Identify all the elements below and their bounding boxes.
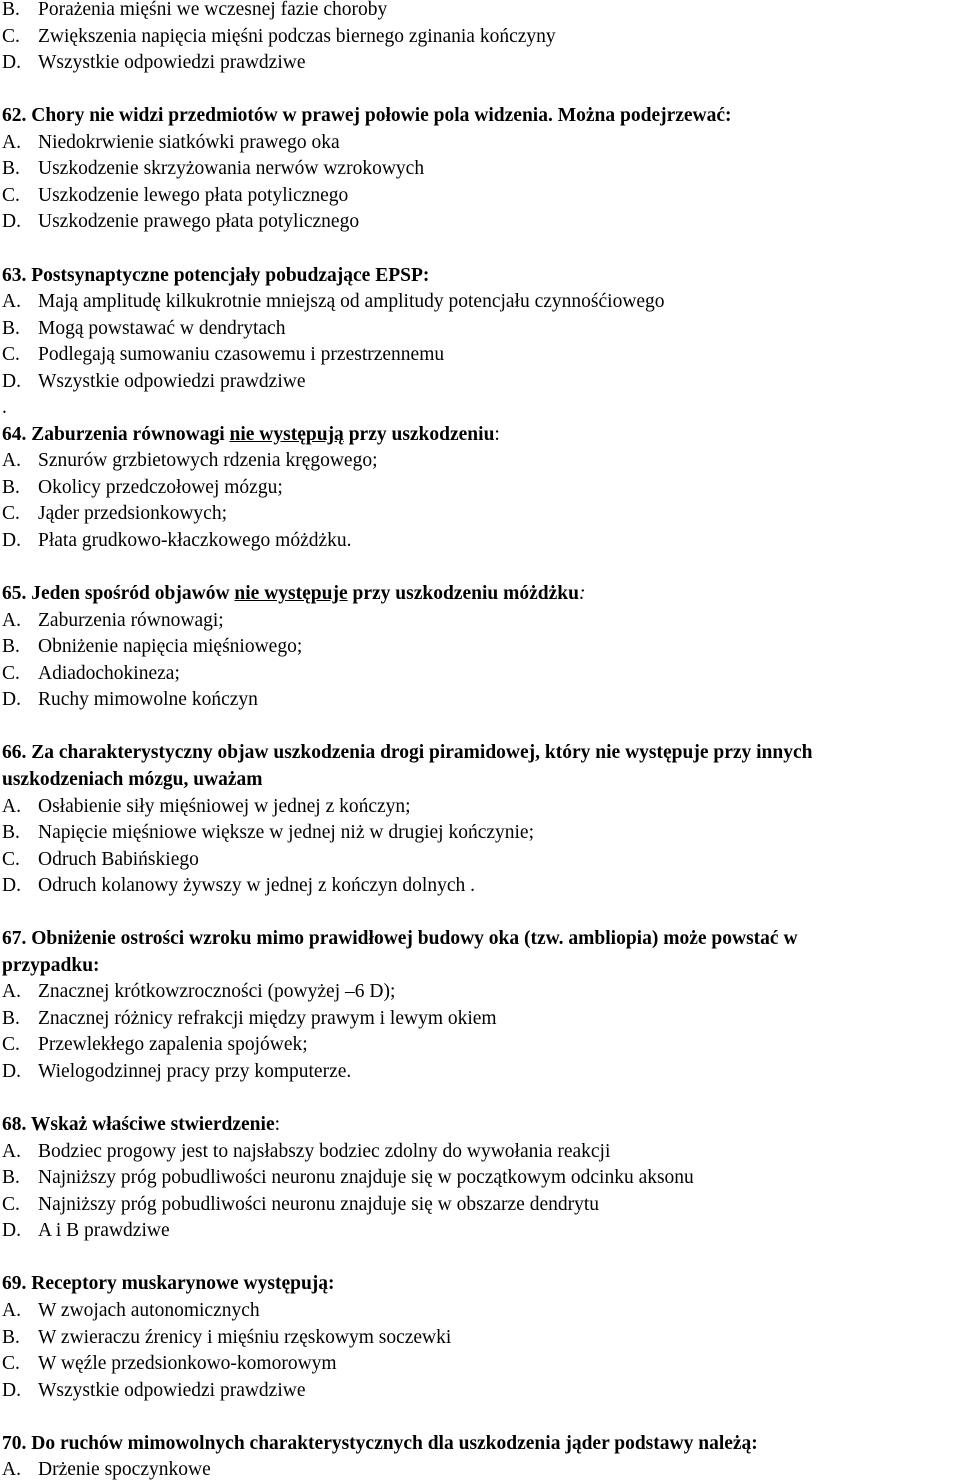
option-letter: C. [2,662,20,684]
question-line [2,1431,758,1457]
option-letter: A. [2,795,21,817]
answer-option [2,528,352,554]
question-text: 62. Chory nie widzi przedmiotów w prawej połowie pola widzenia. Można podejrzewać: [2,105,732,127]
question-text: : [578,583,586,605]
option-letter: A. [2,981,21,1003]
option-text: Uszkodzenie lewego płata potylicznego [38,184,349,206]
option-text: Zaburzenia równowagi; [38,609,224,631]
option-letter: B. [2,0,20,20]
question-line [2,740,813,766]
answer-option [2,1165,694,1191]
option-letter: D. [2,211,21,233]
question-text: przy uszkodzeniu móżdżku [347,583,579,605]
option-letter: D. [2,1220,21,1242]
option-letter: A. [2,1459,21,1481]
option-text: Płata grudkowo-kłaczkowego móżdżku. [38,530,352,551]
answer-option [2,0,387,23]
question-line [2,1112,280,1138]
option-letter: C. [2,503,20,525]
option-letter: C. [2,1353,20,1375]
question-line [2,263,429,289]
question-text: 63. Postsynaptyczne potencjały pobudzające EPSP: [2,264,430,286]
answer-option [2,608,224,634]
option-letter: B. [2,1007,20,1029]
option-text: Drżenie spoczynkowe [38,1459,211,1481]
option-text: Mogą powstawać w dendrytach [38,317,286,339]
answer-option [2,475,283,501]
option-text: Jąder przedsionkowych; [38,503,227,525]
option-letter: C. [2,848,20,870]
question-text: 68. Wskaż właściwe stwierdzenie [2,1114,275,1136]
answer-option [2,289,665,315]
answer-option [2,1192,599,1218]
question-text: : [494,423,500,445]
option-letter: B. [2,822,20,844]
option-text: Najniższy próg pobudliwości neuronu znajduje się w obszarze dendrytu [38,1193,600,1215]
option-text: Przewlekłego zapalenia spojówek; [38,1034,308,1056]
option-text: Adiadochokineza; [38,662,180,684]
emphasized-text: nie występują [229,423,344,445]
answer-option [2,1378,306,1404]
option-letter: D. [2,370,21,392]
answer-option [2,130,340,156]
option-text: Mają amplitudę kilkukrotnie mniejszą od amplitudy potencjału czynnośćiowego [38,291,665,313]
option-letter: D. [2,1061,21,1082]
option-letter: B. [2,476,20,498]
question-line [2,103,732,129]
option-letter: C. [2,25,20,47]
answer-option [2,316,285,342]
option-letter: B. [2,317,20,339]
option-letter: A. [2,291,21,313]
answer-option [2,820,534,846]
answer-option [2,501,227,527]
option-text: W węźle przedsionkowo-komorowym [38,1353,337,1375]
option-text: Sznurów grzbietowych rdzenia kręgowego; [38,450,378,472]
answer-option [2,1325,451,1351]
option-text: Ruchy mimowolne kończyn [38,689,258,711]
answer-option [2,661,180,687]
answer-option [2,1059,351,1085]
option-text: Uszkodzenie skrzyżowania nerwów wzrokowych [38,158,425,180]
option-text: Znacznej krótkowzroczności (powyżej –6 D); [38,981,396,1003]
option-letter: A. [2,1140,21,1162]
answer-option [2,156,424,182]
answer-option [2,634,302,660]
option-text: Wielogodzinnej pracy przy komputerze. [38,1061,352,1082]
question-text: uszkodzeniach mózgu, uważam [2,768,263,790]
answer-option [2,847,199,873]
option-text: Wszystkie odpowiedzi prawdziwe [38,370,306,392]
text-line [2,395,7,421]
option-text: Niedokrwienie siatkówki prawego oka [38,131,340,153]
option-letter: B. [2,636,20,658]
option-text: Zwiększenia napięcia mięśni podczas biernego zginania kończyny [38,25,556,47]
option-letter: D. [2,1379,21,1401]
option-text: Obniżenie napięcia mięśniowego; [38,636,303,658]
option-text: Osłabienie siły mięśniowej w jednej z kończyn; [38,795,411,817]
question-text: 69. Receptory muskarynowe występują: [2,1273,335,1295]
option-text: Podlegają sumowaniu czasowemu i przestrzennemu [38,344,445,366]
answer-option [2,1457,211,1483]
answer-option [2,50,306,76]
answer-option [2,1298,260,1324]
option-text: A i B prawdziwe [38,1220,170,1242]
question-line [2,953,100,979]
answer-option [2,794,411,820]
option-letter: D. [2,530,21,551]
answer-option [2,1218,170,1244]
question-text: 64. Zaburzenia równowagi [2,423,230,445]
option-text: Wszystkie odpowiedzi prawdziwe [38,1379,306,1401]
answer-option [2,687,258,713]
question-text: przy uszkodzeniu [343,423,495,445]
option-text: Odruch Babińskiego [38,848,199,870]
option-letter: D. [2,875,21,897]
option-text: Porażenia mięśni we wczesnej fazie choroby [38,0,388,20]
option-text: Okolicy przedczołowej mózgu; [38,476,283,498]
option-text: Wszystkie odpowiedzi prawdziwe [38,52,306,74]
answer-option [2,1006,497,1032]
answer-option [2,342,444,368]
option-text: Znacznej różnicy refrakcji między prawym i lewym okiem [38,1007,497,1029]
question-text: przypadku: [2,954,100,976]
option-letter: A. [2,450,21,472]
option-letter: D. [2,52,21,74]
option-text: Uszkodzenie prawego płata potylicznego [38,211,360,233]
plain-text: . [2,397,7,419]
answer-option [2,979,395,1005]
question-text: 67. Obniżenie ostrości wzroku mimo prawidłowej budowy oka (tzw. ambliopia) może powstać w [2,928,798,950]
answer-option [2,369,306,395]
option-letter: C. [2,1034,20,1056]
option-text: Najniższy próg pobudliwości neuronu znajduje się w początkowym odcinku aksonu [38,1167,694,1189]
option-text: W zwojach autonomicznych [38,1299,260,1321]
option-letter: B. [2,1167,20,1189]
option-text: Napięcie mięśniowe większe w jednej niż w drugiej kończynie; [38,822,534,844]
answer-option [2,448,378,474]
question-line [2,422,500,448]
option-text: Odruch kolanowy żywszy w jednej z kończyn dolnych . [38,875,476,897]
answer-option [2,1032,308,1058]
answer-option [2,1351,337,1377]
option-letter: C. [2,184,20,206]
option-letter: A. [2,609,21,631]
option-letter: A. [2,131,21,153]
question-text: : [274,1114,281,1136]
option-letter: B. [2,1326,20,1348]
option-letter: A. [2,1299,21,1321]
option-letter: C. [2,1193,20,1215]
answer-option [2,209,359,235]
question-line [2,926,798,952]
option-letter: C. [2,344,20,366]
option-letter: B. [2,158,20,180]
option-letter: D. [2,689,21,711]
question-text: 66. Za charakterystyczny objaw uszkodzenia drogi piramidowej, który nie występuje przy innych [2,742,813,764]
question-line [2,767,263,793]
question-text: 65. Jeden spośród objawów [2,583,235,605]
option-text: Bodziec progowy jest to najsłabszy bodziec zdolny do wywołania reakcji [38,1140,611,1162]
option-text: W zwieraczu źrenicy i mięśniu rzęskowym soczewki [38,1326,452,1348]
question-line [2,1271,335,1297]
answer-option [2,1139,610,1165]
answer-option [2,24,556,50]
answer-option [2,183,348,209]
emphasized-text: nie występuje [234,583,348,605]
answer-option [2,873,475,899]
question-text: 70. Do ruchów mimowolnych charakterystycznych dla uszkodzenia jąder podstawy należą: [2,1432,758,1454]
question-line [2,581,585,607]
